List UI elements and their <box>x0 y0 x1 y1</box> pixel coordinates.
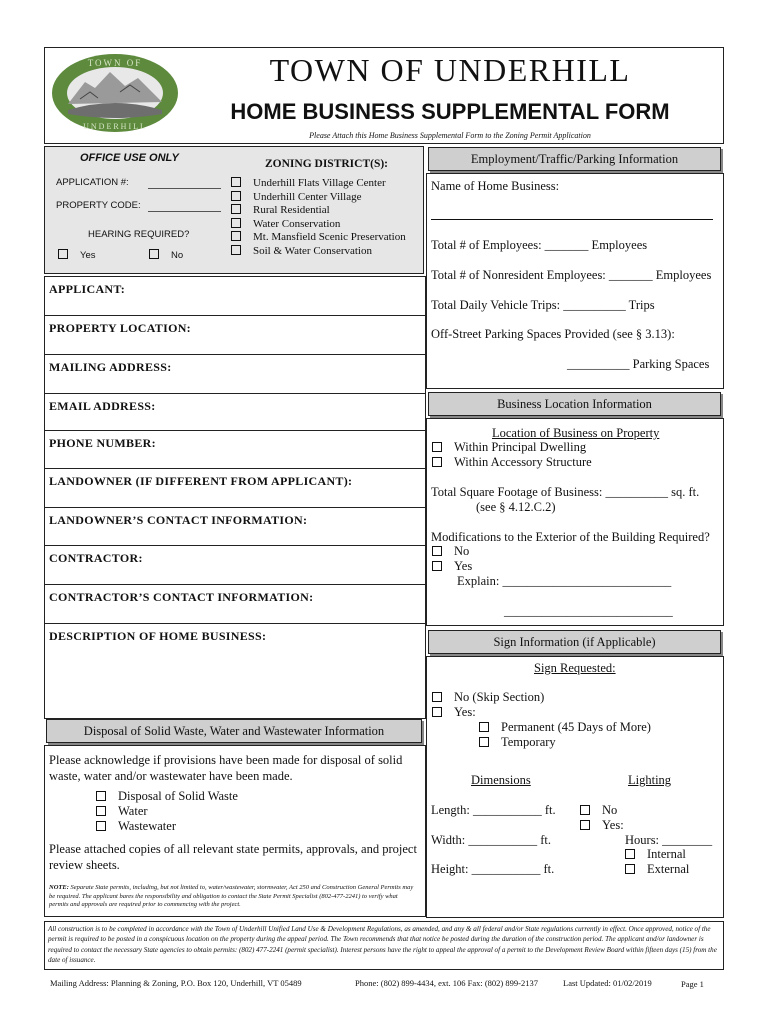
zoning-option-label: Mt. Mansfield Scenic Preservation <box>253 231 406 243</box>
sign-permanent[interactable] <box>479 720 651 735</box>
disposal-intro: Please acknowledge if provisions have been made for disposal of solid waste, water and/or wastewater have been made. <box>49 753 403 783</box>
sign-no-skip-label: No (Skip Section) <box>454 690 545 704</box>
checkbox-icon[interactable] <box>625 864 635 874</box>
mods-yes-label: Yes <box>454 559 473 573</box>
checkbox-icon[interactable] <box>479 737 489 747</box>
lighting-external-label: External <box>647 862 690 876</box>
location-option-label: Within Accessory Structure <box>454 455 592 469</box>
sqft-field[interactable]: Total Square Footage of Business: __________ sq. ft. <box>431 485 700 499</box>
disposal-note <box>49 884 415 910</box>
zoning-option[interactable] <box>231 204 406 218</box>
mods-label: Modifications to the Exterior of the Building Required? <box>431 530 710 544</box>
footer-address: Mailing Address: Planning & Zoning, P.O. Box 120, Underhill, VT 05489 <box>50 978 302 988</box>
checkbox-icon[interactable] <box>96 821 106 831</box>
note-text: Separate State permits, including, but not limited to, water/wastewater, stormwater, Act 250 and Construction General Permits may be required. The applicant bares the responsibility and obligation to contact the State Permit Specialist (802-477-2241) to verify what permits and approvals are required prior to commencing with the project. <box>49 884 414 908</box>
hearing-yes-label: Yes <box>80 250 96 261</box>
explain-field-2[interactable]: ___________________________ <box>504 604 673 618</box>
parking-spaces-field[interactable]: __________ Parking Spaces <box>567 357 710 371</box>
dimensions-title: Dimensions <box>471 773 531 787</box>
checkbox-icon[interactable] <box>149 249 159 259</box>
checkbox-icon[interactable] <box>231 231 241 241</box>
sign-no-skip[interactable] <box>432 690 544 705</box>
zoning-option[interactable] <box>231 191 406 205</box>
checkbox-icon[interactable] <box>432 442 442 452</box>
disposal-option-label: Wastewater <box>118 819 176 833</box>
town-title: TOWN OF UNDERHILL <box>269 52 631 88</box>
location-option[interactable] <box>432 440 592 455</box>
zoning-title: ZONING DISTRICT(S): <box>265 158 389 170</box>
sign-yes-label: Yes: <box>454 705 476 719</box>
checkbox-icon[interactable] <box>231 204 241 214</box>
footer-updated: Last Updated: 01/02/2019 <box>563 978 652 988</box>
checkbox-icon[interactable] <box>231 218 241 228</box>
form-subtitle: Please Attach this Home Business Supplemental Form to the Zoning Permit Application <box>309 131 591 140</box>
sqft-ref: (see § 4.12.C.2) <box>476 500 556 514</box>
disposal-option[interactable] <box>96 819 238 834</box>
seal-text-bottom: UNDERHILL <box>83 122 147 131</box>
location-option-label: Within Principal Dwelling <box>454 440 587 454</box>
checkbox-icon[interactable] <box>432 707 442 717</box>
checkbox-icon[interactable] <box>231 191 241 201</box>
page-number: Page 1 <box>681 979 704 989</box>
contractor-contact-label: CONTRACTOR’S CONTACT INFORMATION: <box>49 590 314 604</box>
landowner-label: LANDOWNER (IF DIFFERENT FROM APPLICANT): <box>49 474 353 488</box>
lighting-title: Lighting <box>628 773 672 787</box>
disposal-options <box>96 789 238 834</box>
sign-requested: Sign Requested: <box>534 661 616 675</box>
location-header: Business Location Information <box>428 392 721 416</box>
zoning-option-label: Underhill Center Village <box>253 190 362 203</box>
notice-text: All construction is to be completed in accordance with the Town of Underhill Unified Land Use & Development Regulations, as amended, and any & all federal and/or State regulations currently in effect. Once approved, notice of the permit is required to be posted in a conspicuous location on the property during the appeal period. The Town recommends that that notice be posted during the duration of the construction period. The applicant and/or landowner is required to contact the necessary State agencies to obtain permits: (802) 477-2241 (permit specialist). Interest persons have the right to appeal the approval of a permit to the Development Review Board within fifteen days (15) from the date of issuance. <box>48 925 717 965</box>
trips-field[interactable]: Total Daily Vehicle Trips: __________ Trips <box>431 298 655 312</box>
business-name-label: Name of Home Business: <box>431 179 560 193</box>
mods-no[interactable] <box>432 544 472 559</box>
lighting-internal[interactable] <box>625 847 686 862</box>
disposal-option[interactable] <box>96 804 238 819</box>
checkbox-icon[interactable] <box>432 457 442 467</box>
office-use-title: OFFICE USE ONLY <box>80 152 179 164</box>
lighting-no[interactable] <box>580 803 617 818</box>
parking-label: Off-Street Parking Spaces Provided (see § 3.13): <box>431 327 675 341</box>
email-address-label: EMAIL ADDRESS: <box>49 399 156 413</box>
location-title: Location of Business on Property <box>492 426 660 440</box>
nonresident-field[interactable]: Total # of Nonresident Employees: _______ Employees <box>431 268 712 282</box>
mailing-address-label: MAILING ADDRESS: <box>49 360 172 374</box>
zoning-option[interactable] <box>231 245 406 259</box>
application-label: APPLICATION #: <box>56 177 129 188</box>
applicant-label: APPLICANT: <box>49 282 126 296</box>
disposal-option-label: Disposal of Solid Waste <box>118 789 238 803</box>
hearing-no[interactable] <box>149 250 183 261</box>
lighting-internal-label: Internal <box>647 847 686 861</box>
sign-permanent-label: Permanent (45 Days of More) <box>501 720 651 734</box>
sign-temporary-label: Temporary <box>501 735 556 749</box>
zoning-option-label: Soil & Water Conservation <box>253 244 372 257</box>
employment-header: Employment/Traffic/Parking Information <box>428 147 721 171</box>
checkbox-icon[interactable] <box>231 245 241 255</box>
form-title: HOME BUSINESS SUPPLEMENTAL FORM <box>230 99 670 124</box>
zoning-list <box>231 177 406 258</box>
seal-text-top: TOWN OF <box>87 58 143 68</box>
lighting-yes-label: Yes: <box>602 818 624 832</box>
height-field[interactable]: Height: ___________ ft. <box>431 862 555 876</box>
zoning-option-label: Underhill Flats Village Center <box>253 177 386 189</box>
location-options <box>432 440 592 470</box>
checkbox-icon[interactable] <box>479 722 489 732</box>
mods-no-label: No <box>454 544 470 558</box>
zoning-option[interactable] <box>231 218 406 232</box>
zoning-option[interactable] <box>231 231 406 245</box>
disposal-option-label: Water <box>118 804 148 818</box>
zoning-option-label: Rural Residential <box>253 204 330 216</box>
phone-number-label: PHONE NUMBER: <box>49 436 156 450</box>
hearing-yes[interactable] <box>58 250 96 261</box>
lighting-yes[interactable] <box>580 818 624 833</box>
disposal-option[interactable] <box>96 789 238 804</box>
location-option[interactable] <box>432 455 592 470</box>
employees-field[interactable]: Total # of Employees: _______ Employees <box>431 238 648 252</box>
checkbox-icon[interactable] <box>58 249 68 259</box>
note-label: NOTE: <box>49 884 69 891</box>
property-code-field[interactable] <box>148 211 221 212</box>
length-field[interactable]: Length: ___________ ft. <box>431 803 556 817</box>
zoning-option[interactable] <box>231 177 406 191</box>
hours-field[interactable]: Hours: ________ <box>625 833 713 847</box>
explain-field[interactable]: Explain: ___________________________ <box>457 574 672 588</box>
lighting-external[interactable] <box>625 862 689 877</box>
property-code-label: PROPERTY CODE: <box>56 200 141 211</box>
width-field[interactable]: Width: ___________ ft. <box>431 833 551 847</box>
town-seal <box>50 52 180 134</box>
checkbox-icon[interactable] <box>96 791 106 801</box>
sign-temporary[interactable] <box>479 735 556 750</box>
mods-yes[interactable] <box>432 559 472 574</box>
lighting-no-label: No <box>602 803 618 817</box>
sign-yes[interactable] <box>432 705 476 720</box>
checkbox-icon[interactable] <box>96 806 106 816</box>
application-field[interactable] <box>148 188 221 189</box>
checkbox-icon[interactable] <box>580 805 590 815</box>
checkbox-icon[interactable] <box>432 692 442 702</box>
mods-options <box>432 544 472 574</box>
checkbox-icon[interactable] <box>432 546 442 556</box>
description-label: DESCRIPTION OF HOME BUSINESS: <box>49 629 267 643</box>
contractor-label: CONTRACTOR: <box>49 551 143 565</box>
hearing-no-label: No <box>171 250 184 261</box>
business-name-field[interactable] <box>431 219 713 220</box>
disposal-permits: Please attached copies of all relevant state permits, approvals, and project review sheets. <box>49 842 417 872</box>
disposal-header: Disposal of Solid Waste, Water and Wastewater Information <box>46 719 422 743</box>
hearing-label: HEARING REQUIRED? <box>88 229 190 240</box>
property-location-label: PROPERTY LOCATION: <box>49 321 191 335</box>
checkbox-icon[interactable] <box>231 177 241 187</box>
footer-phone: Phone: (802) 899-4434, ext. 106 Fax: (802) 899-2137 <box>355 978 538 988</box>
checkbox-icon[interactable] <box>580 820 590 830</box>
checkbox-icon[interactable] <box>625 849 635 859</box>
landowner-contact-label: LANDOWNER’S CONTACT INFORMATION: <box>49 513 308 527</box>
checkbox-icon[interactable] <box>432 561 442 571</box>
zoning-option-label: Water Conservation <box>253 217 341 230</box>
sign-header: Sign Information (if Applicable) <box>428 630 721 654</box>
